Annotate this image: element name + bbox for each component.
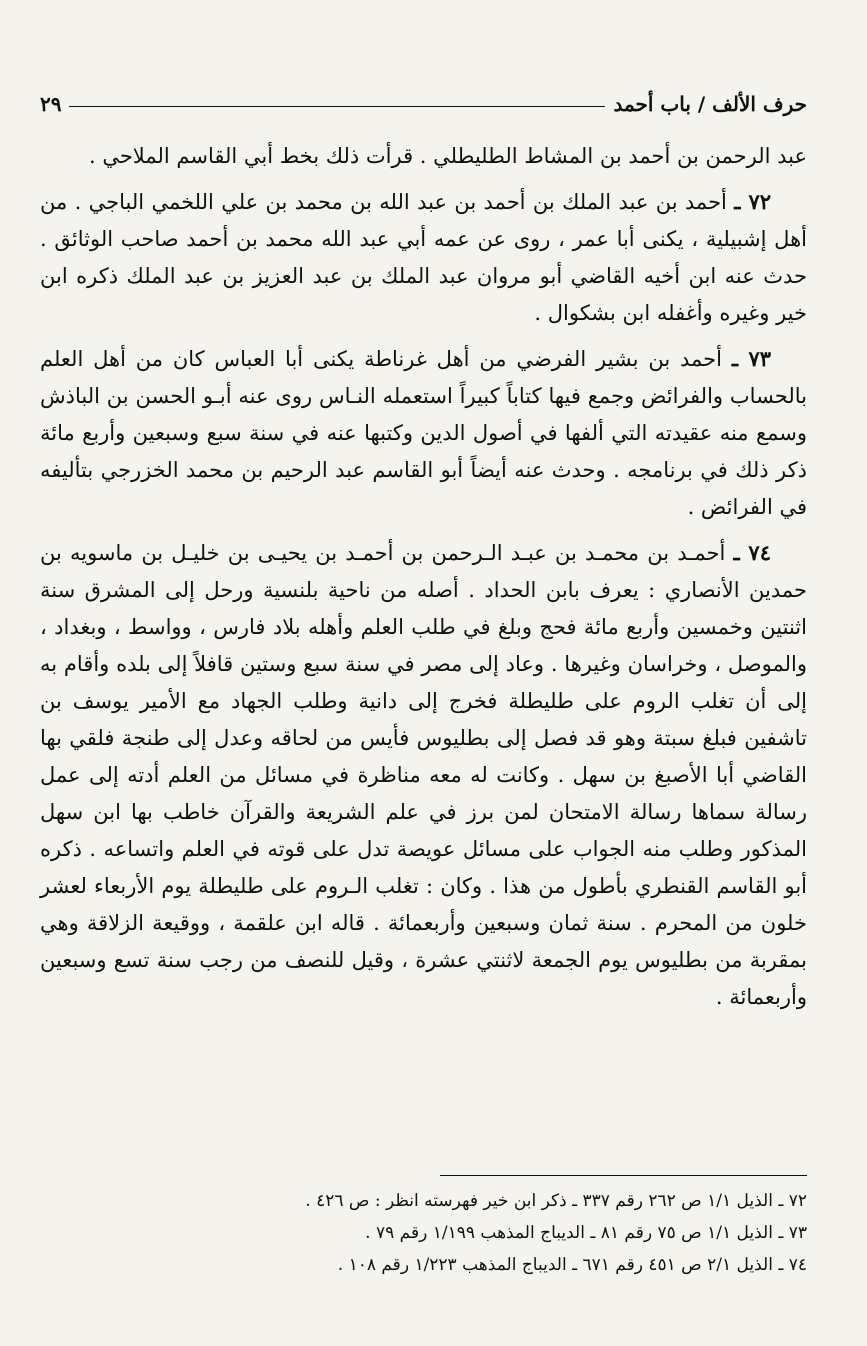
entry-72 bbox=[40, 183, 807, 332]
entry-text: أحمد بن بشير الفرضي من أهل غرناطة يكنى أبا العباس كان من أهل العلم بالحساب والفرائض وجمع فيها كتاباً كبيراً استعمله النـاس روى عنه أبـو الحسن بن الباذش وسمع منه عقيدته التي ألفها في أصول الدين وكتبها عنه في سنة سبع وسبعين وأربع مائة ذكر ذلك في برنامجه . وحدث عنه أيضاً أبو القاسم عبد الرحيم بن محمد الخزرجي بتأليفه في الفرائض . bbox=[40, 347, 807, 519]
page-number: ٢٩ bbox=[40, 92, 62, 116]
footnote-73: ٧٣ ـ الذيل ١/١ ص ٧٥ رقم ٨١ ـ الديباج المذهب ١/١٩٩ رقم ٧٩ . bbox=[365, 1223, 807, 1243]
paragraph-continuation bbox=[40, 138, 807, 175]
entry-74 bbox=[40, 534, 807, 1016]
footnotes bbox=[60, 1185, 807, 1281]
footnote-74: ٧٤ ـ الذيل ٢/١ ص ٤٥١ رقم ٦٧١ ـ الديباج المذهب ١/٢٢٣ رقم ١٠٨ . bbox=[337, 1255, 807, 1275]
paragraph-text: عبد الرحمن بن أحمد بن المشاط الطليطلي . قرأت ذلك بخط أبي القاسم الملاحي . bbox=[88, 144, 807, 168]
footnote-72: ٧٢ ـ الذيل ١/١ ص ٢٦٢ رقم ٣٣٧ ـ ذكر ابن خير فهرسته انظر : ص ٤٢٦ . bbox=[305, 1191, 807, 1211]
entry-number: ٧٢ ـ bbox=[734, 189, 771, 214]
running-header bbox=[40, 84, 807, 116]
entry-text: أحمد بن عبد الملك بن أحمد بن عبد الله بن محمد بن علي اللخمي الباجي . من أهل إشبيلية ، يكنى أبا عمر ، روى عن عمه أبي عبد الله محمد بن أحمد صاحب الوثائق . حدث عنه ابن أخيه القاضي أبو مروان عبد الملك بن عبد العزيز بن عبد الملك ذكره ابن خير وغيره وأغفله ابن بشكوال . bbox=[40, 190, 807, 325]
footnote-divider bbox=[440, 1175, 807, 1176]
entry-73 bbox=[40, 340, 807, 526]
entry-number: ٧٤ ـ bbox=[733, 540, 771, 565]
main-text bbox=[40, 138, 807, 1024]
entry-text: أحمـد بن محمـد بن عبـد الـرحمن بن أحمـد بن يحيـى بن خليـل بن ماسويه بن حمدين الأنصاري : يعرف بابن الحداد . أصله من ناحية بلنسية ورحل إلى المشرق سنة اثنتين وخمسين وأربع مائة فحج وبلغ في طلب العلم وأهله بلاد فارس ، وواسط ، وبغداد ، والموصل ، وخراسان وغيرها . وعاد إلى مصر في سنة سبع وستين قافلاً إلى بلده وأقام به إلى أن تغلب الروم على طليطلة فخرج إلى دانية وطلب الجهاد مع الأمير يوسف بن تاشفين فبلغ سبتة وهو قد فصل إلى بطليوس فأيس من لحاقه وعدل إلى طنجة فلقي بها القاضي أبا الأصبغ بن سهل . وكانت له معه مناظرة في مسائل من العلم أدته إلى عمل رسالة سماها رسالة الامتحان لمن برز في علم الشريعة والقرآن خاطب بها ابن سهل المذكور وطلب منه الجواب على مسائل عويصة تدل على قوته في العلم واتساعه . ذكره أبو القاسم القنطري بأطول من هذا . وكان : تغلب الـروم على طليطلة يوم الأربعاء لعشر خلون من المحرم . سنة ثمان وسبعين وأربعمائة . قاله ابن علقمة ، ووقيعة الزلاقة وهي بمقربة من بطليوس يوم الجمعة لاثنتي عشرة ، وقيل للنصف من رجب سنة تسع وسبعين وأربعمائة . bbox=[40, 541, 807, 1009]
entry-number: ٧٣ ـ bbox=[731, 346, 772, 371]
header-rule bbox=[69, 106, 605, 107]
header-title: حرف الألف / باب أحمد bbox=[613, 92, 807, 116]
